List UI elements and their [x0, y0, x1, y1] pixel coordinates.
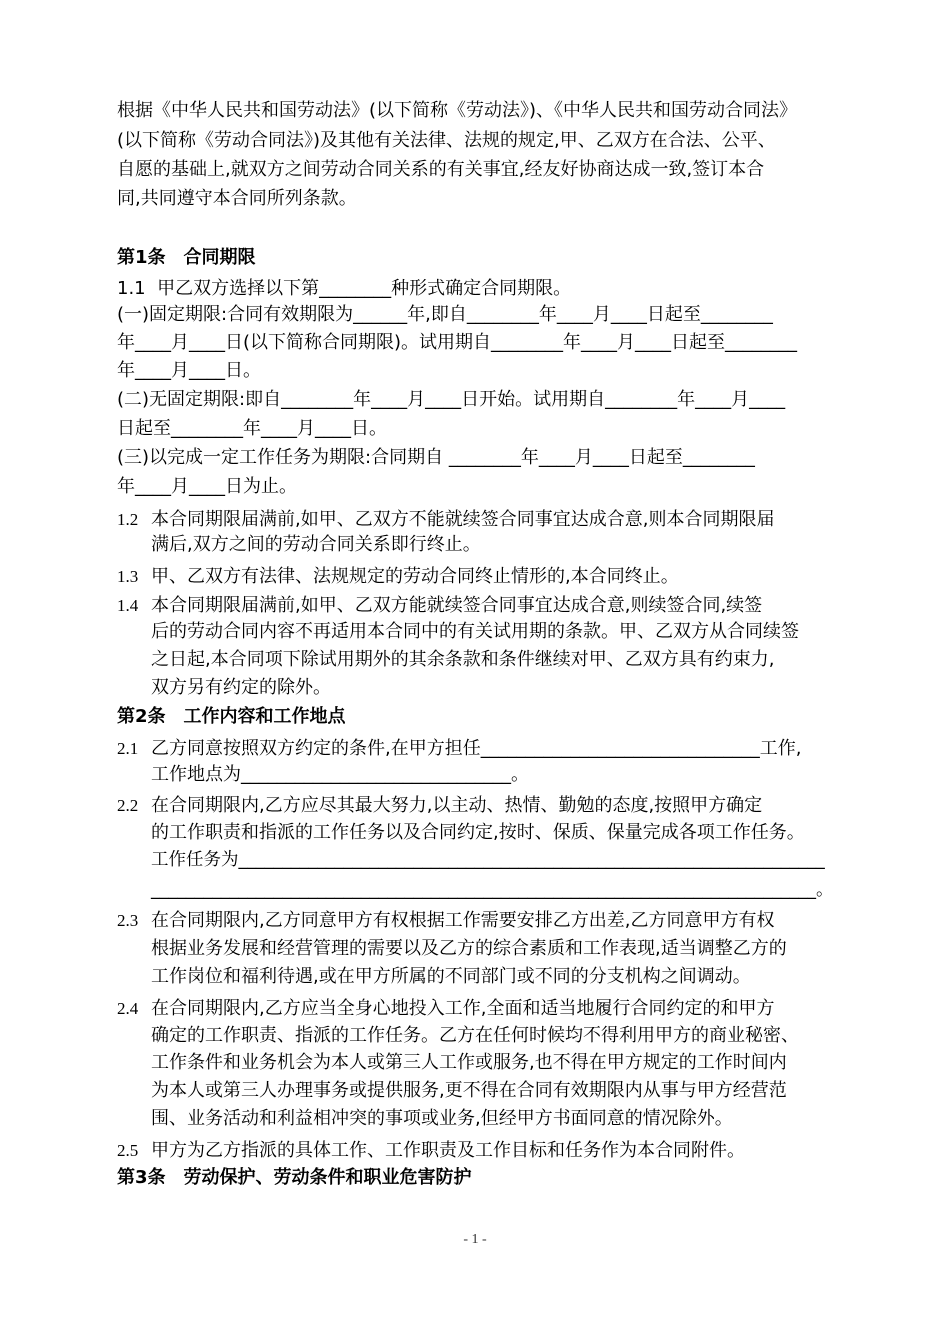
clause-2-4-line-3: 工作条件和业务机会为本人或第三人工作或服务,也不得在甲方规定的工作时间内	[151, 1052, 787, 1073]
clause-1-4-line-1: 本合同期限届满前,如甲、乙双方能就续签合同事宜达成合意,则续签合同,续签	[151, 595, 763, 616]
intro-line-2: (以下简称《劳动合同法》)及其他有关法律、法规的规定,甲、乙双方在合法、公平、	[117, 130, 776, 151]
clause-2-4-line-5: 围、业务活动和利益相冲突的事项或业务,但经甲方书面同意的情况除外。	[151, 1108, 733, 1129]
clause-1-2-line-1: 本合同期限届满前,如甲、乙双方不能就续签合同事宜达成合意,则本合同期限届	[151, 509, 775, 530]
clause-2-2-number: 2.2	[117, 796, 139, 815]
clause-1-4-line-2: 后的劳动合同内容不再适用本合同中的有关试用期的条款。甲、乙双方从合同续签	[151, 621, 799, 642]
intro-line-1: 根据《中华人民共和国劳动法》(以下简称《劳动法》)、《中华人民共和国劳动合同法》	[117, 100, 798, 121]
clause-1-4-line-4: 双方另有约定的除外。	[151, 677, 331, 698]
clause-2-2-line-1: 在合同期限内,乙方应尽其最大努力,以主动、热情、勤勉的态度,按照甲方确定	[151, 795, 763, 816]
clause-1-2-number: 1.2	[117, 510, 139, 529]
clause-2-4-line-2: 确定的工作职责、指派的工作任务。乙方在任何时候均不得利用甲方的商业秘密、	[151, 1025, 799, 1046]
clause-2-3-line-2: 根据业务发展和经营管理的需要以及乙方的综合素质和工作表现,适当调整乙方的	[151, 938, 787, 959]
clause-1-1-line: 1.1 甲乙双方选择以下第________种形式确定合同期限。	[117, 278, 572, 299]
clause-2-3-line-1: 在合同期限内,乙方同意甲方有权根据工作需要安排乙方出差,乙方同意甲方有权	[151, 910, 775, 931]
clause-2-1-line-1: 乙方同意按照双方约定的条件,在甲方担任_______________________________工作,	[151, 738, 802, 759]
clause-1-2-line-2: 满后,双方之间的劳动合同关系即行终止。	[151, 534, 481, 555]
option-1-line-2: 年____月____日(以下简称合同期限)。试用期自________年____月____日起至________	[117, 332, 798, 353]
clause-1-3-number: 1.3	[117, 567, 139, 586]
article-3-heading: 第3条 劳动保护、劳动条件和职业危害防护	[117, 1167, 472, 1188]
option-2-line-1: (二)无固定期限:即自________年____月____日开始。试用期自________年____月____	[117, 389, 786, 410]
clause-2-3-number: 2.3	[117, 911, 139, 930]
option-1-line-1: (一)固定期限:合同有效期限为______年,即自________年____月____日起至________	[117, 304, 773, 325]
clause-2-4-line-1: 在合同期限内,乙方应当全身心地投入工作,全面和适当地履行合同约定的和甲方	[151, 998, 775, 1019]
clause-1-4-line-3: 之日起,本合同项下除试用期外的其余条款和条件继续对甲、乙双方具有约束力,	[151, 649, 775, 670]
article-2-heading: 第2条 工作内容和工作地点	[117, 706, 346, 727]
option-3-line-2: 年____月____日为止。	[117, 476, 297, 497]
clause-2-5-number: 2.5	[117, 1141, 139, 1160]
clause-2-1-number: 2.1	[117, 739, 139, 758]
article-1-heading: 第1条 合同期限	[117, 247, 256, 268]
clause-2-4-number: 2.4	[117, 999, 139, 1018]
clause-2-2-line-2: 的工作职责和指派的工作任务以及合同约定,按时、保质、保量完成各项工作任务。	[151, 822, 805, 843]
clause-1-4-number: 1.4	[117, 596, 139, 615]
clause-2-2-line-4: ____________________________________________________________________________。	[151, 880, 834, 900]
page-number: - 1 -	[463, 1232, 487, 1247]
clause-2-5-line-1: 甲方为乙方指派的具体工作、工作职责及工作目标和任务作为本合同附件。	[151, 1140, 745, 1161]
clause-2-4-line-4: 为本人或第三人办理事务或提供服务,更不得在合同有效期限内从事与甲方经营范	[151, 1080, 787, 1101]
option-2-line-2: 日起至________年____月____日。	[117, 418, 387, 439]
clause-2-1-line-2: 工作地点为______________________________。	[151, 764, 529, 785]
clause-1-3-line-1: 甲、乙双方有法律、法规规定的劳动合同终止情形的,本合同终止。	[151, 566, 679, 587]
intro-line-4: 同,共同遵守本合同所列条款。	[117, 188, 357, 209]
option-1-line-3: 年____月____日。	[117, 360, 261, 381]
clause-2-2-line-3: 工作任务为___________________________________________________________________	[151, 850, 825, 870]
clause-2-3-line-3: 工作岗位和福利待遇,或在甲方所属的不同部门或不同的分支机构之间调动。	[151, 966, 751, 987]
option-3-line-1: (三)以完成一定工作任务为期限:合同期自 ________年____月____日起至________	[117, 447, 755, 468]
intro-line-3: 自愿的基础上,就双方之间劳动合同关系的有关事宜,经友好协商达成一致,签订本合	[117, 159, 765, 180]
